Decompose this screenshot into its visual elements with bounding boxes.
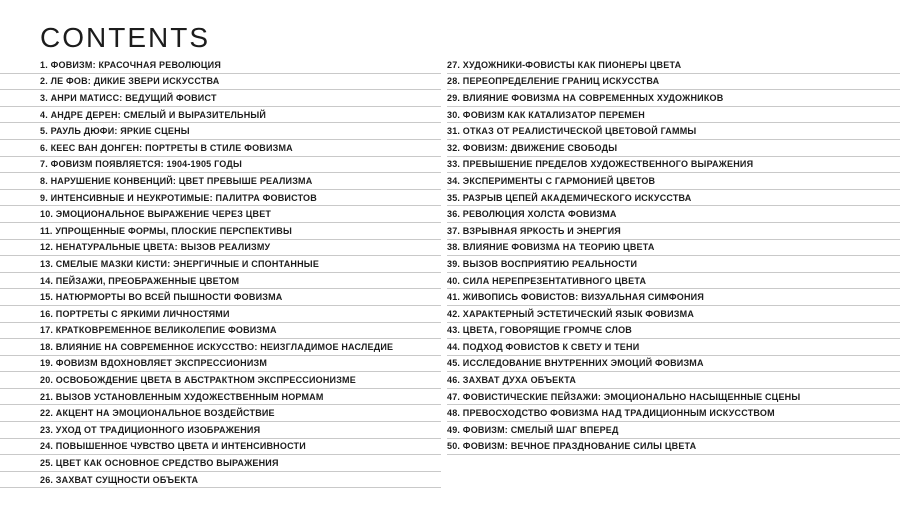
toc-item: 24. ПОВЫШЕННОЕ ЧУВСТВО ЦВЕТА И ИНТЕНСИВНОСТИ xyxy=(0,439,441,456)
toc-item: 35. РАЗРЫВ ЦЕПЕЙ АКАДЕМИЧЕСКОГО ИСКУССТВА xyxy=(447,190,900,207)
toc-item: 36. РЕВОЛЮЦИЯ ХОЛСТА ФОВИЗМА xyxy=(447,206,900,223)
toc-item: 10. ЭМОЦИОНАЛЬНОЕ ВЫРАЖЕНИЕ ЧЕРЕЗ ЦВЕТ xyxy=(0,206,441,223)
toc-item: 13. СМЕЛЫЕ МАЗКИ КИСТИ: ЭНЕРГИЧНЫЕ И СПОНТАННЫЕ xyxy=(0,256,441,273)
toc-item: 26. ЗАХВАТ СУЩНОСТИ ОБЪЕКТА xyxy=(0,472,441,489)
toc-item: 1. ФОВИЗМ: КРАСОЧНАЯ РЕВОЛЮЦИЯ xyxy=(0,57,441,74)
toc-item: 42. ХАРАКТЕРНЫЙ ЭСТЕТИЧЕСКИЙ ЯЗЫК ФОВИЗМА xyxy=(447,306,900,323)
page-title: CONTENTS xyxy=(40,22,210,53)
toc-item: 45. ИССЛЕДОВАНИЕ ВНУТРЕННИХ ЭМОЦИЙ ФОВИЗМА xyxy=(447,356,900,373)
toc-item: 11. УПРОЩЕННЫЕ ФОРМЫ, ПЛОСКИЕ ПЕРСПЕКТИВЫ xyxy=(0,223,441,240)
toc-item: 9. ИНТЕНСИВНЫЕ И НЕУКРОТИМЫЕ: ПАЛИТРА ФОВИСТОВ xyxy=(0,190,441,207)
toc-item: 3. АНРИ МАТИСС: ВЕДУЩИЙ ФОВИСТ xyxy=(0,90,441,107)
toc-item: 37. ВЗРЫВНАЯ ЯРКОСТЬ И ЭНЕРГИЯ xyxy=(447,223,900,240)
toc-item: 31. ОТКАЗ ОТ РЕАЛИСТИЧЕСКОЙ ЦВЕТОВОЙ ГАММЫ xyxy=(447,123,900,140)
toc-item: 34. ЭКСПЕРИМЕНТЫ С ГАРМОНИЕЙ ЦВЕТОВ xyxy=(447,173,900,190)
toc-item: 21. ВЫЗОВ УСТАНОВЛЕННЫМ ХУДОЖЕСТВЕННЫМ НОРМАМ xyxy=(0,389,441,406)
toc-item: 40. СИЛА НЕРЕПРЕЗЕНТАТИВНОГО ЦВЕТА xyxy=(447,273,900,290)
toc-item: 14. ПЕЙЗАЖИ, ПРЕОБРАЖЕННЫЕ ЦВЕТОМ xyxy=(0,273,441,290)
toc-item: 16. ПОРТРЕТЫ С ЯРКИМИ ЛИЧНОСТЯМИ xyxy=(0,306,441,323)
toc-item: 19. ФОВИЗМ ВДОХНОВЛЯЕТ ЭКСПРЕССИОНИЗМ xyxy=(0,356,441,373)
toc-item: 22. АКЦЕНТ НА ЭМОЦИОНАЛЬНОЕ ВОЗДЕЙСТВИЕ xyxy=(0,405,441,422)
toc-columns xyxy=(0,57,900,488)
toc-column-right xyxy=(447,57,900,455)
toc-item: 44. ПОДХОД ФОВИСТОВ К СВЕТУ И ТЕНИ xyxy=(447,339,900,356)
toc-item: 2. ЛЕ ФОВ: ДИКИЕ ЗВЕРИ ИСКУССТВА xyxy=(0,74,441,91)
toc-item: 25. ЦВЕТ КАК ОСНОВНОЕ СРЕДСТВО ВЫРАЖЕНИЯ xyxy=(0,455,441,472)
toc-item: 28. ПЕРЕОПРЕДЕЛЕНИЕ ГРАНИЦ ИСКУССТВА xyxy=(447,74,900,91)
toc-item: 49. ФОВИЗМ: СМЕЛЫЙ ШАГ ВПЕРЕД xyxy=(447,422,900,439)
toc-item: 30. ФОВИЗМ КАК КАТАЛИЗАТОР ПЕРЕМЕН xyxy=(447,107,900,124)
toc-item: 38. ВЛИЯНИЕ ФОВИЗМА НА ТЕОРИЮ ЦВЕТА xyxy=(447,240,900,257)
toc-item: 4. АНДРЕ ДЕРЕН: СМЕЛЫЙ И ВЫРАЗИТЕЛЬНЫЙ xyxy=(0,107,441,124)
toc-item: 41. ЖИВОПИСЬ ФОВИСТОВ: ВИЗУАЛЬНАЯ СИМФОНИЯ xyxy=(447,289,900,306)
toc-item: 12. НЕНАТУРАЛЬНЫЕ ЦВЕТА: ВЫЗОВ РЕАЛИЗМУ xyxy=(0,240,441,257)
toc-item: 29. ВЛИЯНИЕ ФОВИЗМА НА СОВРЕМЕННЫХ ХУДОЖНИКОВ xyxy=(447,90,900,107)
toc-column-left xyxy=(0,57,441,488)
toc-item: 7. ФОВИЗМ ПОЯВЛЯЕТСЯ: 1904-1905 ГОДЫ xyxy=(0,157,441,174)
toc-item: 27. ХУДОЖНИКИ-ФОВИСТЫ КАК ПИОНЕРЫ ЦВЕТА xyxy=(447,57,900,74)
toc-item: 43. ЦВЕТА, ГОВОРЯЩИЕ ГРОМЧЕ СЛОВ xyxy=(447,323,900,340)
toc-item: 50. ФОВИЗМ: ВЕЧНОЕ ПРАЗДНОВАНИЕ СИЛЫ ЦВЕТА xyxy=(447,439,900,456)
toc-item: 18. ВЛИЯНИЕ НА СОВРЕМЕННОЕ ИСКУССТВО: НЕИЗГЛАДИМОЕ НАСЛЕДИЕ xyxy=(0,339,441,356)
toc-item: 15. НАТЮРМОРТЫ ВО ВСЕЙ ПЫШНОСТИ ФОВИЗМА xyxy=(0,289,441,306)
toc-item: 8. НАРУШЕНИЕ КОНВЕНЦИЙ: ЦВЕТ ПРЕВЫШЕ РЕАЛИЗМА xyxy=(0,173,441,190)
toc-item: 23. УХОД ОТ ТРАДИЦИОННОГО ИЗОБРАЖЕНИЯ xyxy=(0,422,441,439)
toc-item: 32. ФОВИЗМ: ДВИЖЕНИЕ СВОБОДЫ xyxy=(447,140,900,157)
toc-item: 48. ПРЕВОСХОДСТВО ФОВИЗМА НАД ТРАДИЦИОННЫМ ИСКУССТВОМ xyxy=(447,405,900,422)
toc-item: 39. ВЫЗОВ ВОСПРИЯТИЮ РЕАЛЬНОСТИ xyxy=(447,256,900,273)
toc-item: 20. ОСВОБОЖДЕНИЕ ЦВЕТА В АБСТРАКТНОМ ЭКСПРЕССИОНИЗМЕ xyxy=(0,372,441,389)
toc-item: 46. ЗАХВАТ ДУХА ОБЪЕКТА xyxy=(447,372,900,389)
toc-item: 33. ПРЕВЫШЕНИЕ ПРЕДЕЛОВ ХУДОЖЕСТВЕННОГО ВЫРАЖЕНИЯ xyxy=(447,157,900,174)
toc-item: 17. КРАТКОВРЕМЕННОЕ ВЕЛИКОЛЕПИЕ ФОВИЗМА xyxy=(0,323,441,340)
toc-item: 5. РАУЛЬ ДЮФИ: ЯРКИЕ СЦЕНЫ xyxy=(0,123,441,140)
toc-item: 47. ФОВИСТИЧЕСКИЕ ПЕЙЗАЖИ: ЭМОЦИОНАЛЬНО НАСЫЩЕННЫЕ СЦЕНЫ xyxy=(447,389,900,406)
toc-item: 6. КЕЕС ВАН ДОНГЕН: ПОРТРЕТЫ В СТИЛЕ ФОВИЗМА xyxy=(0,140,441,157)
